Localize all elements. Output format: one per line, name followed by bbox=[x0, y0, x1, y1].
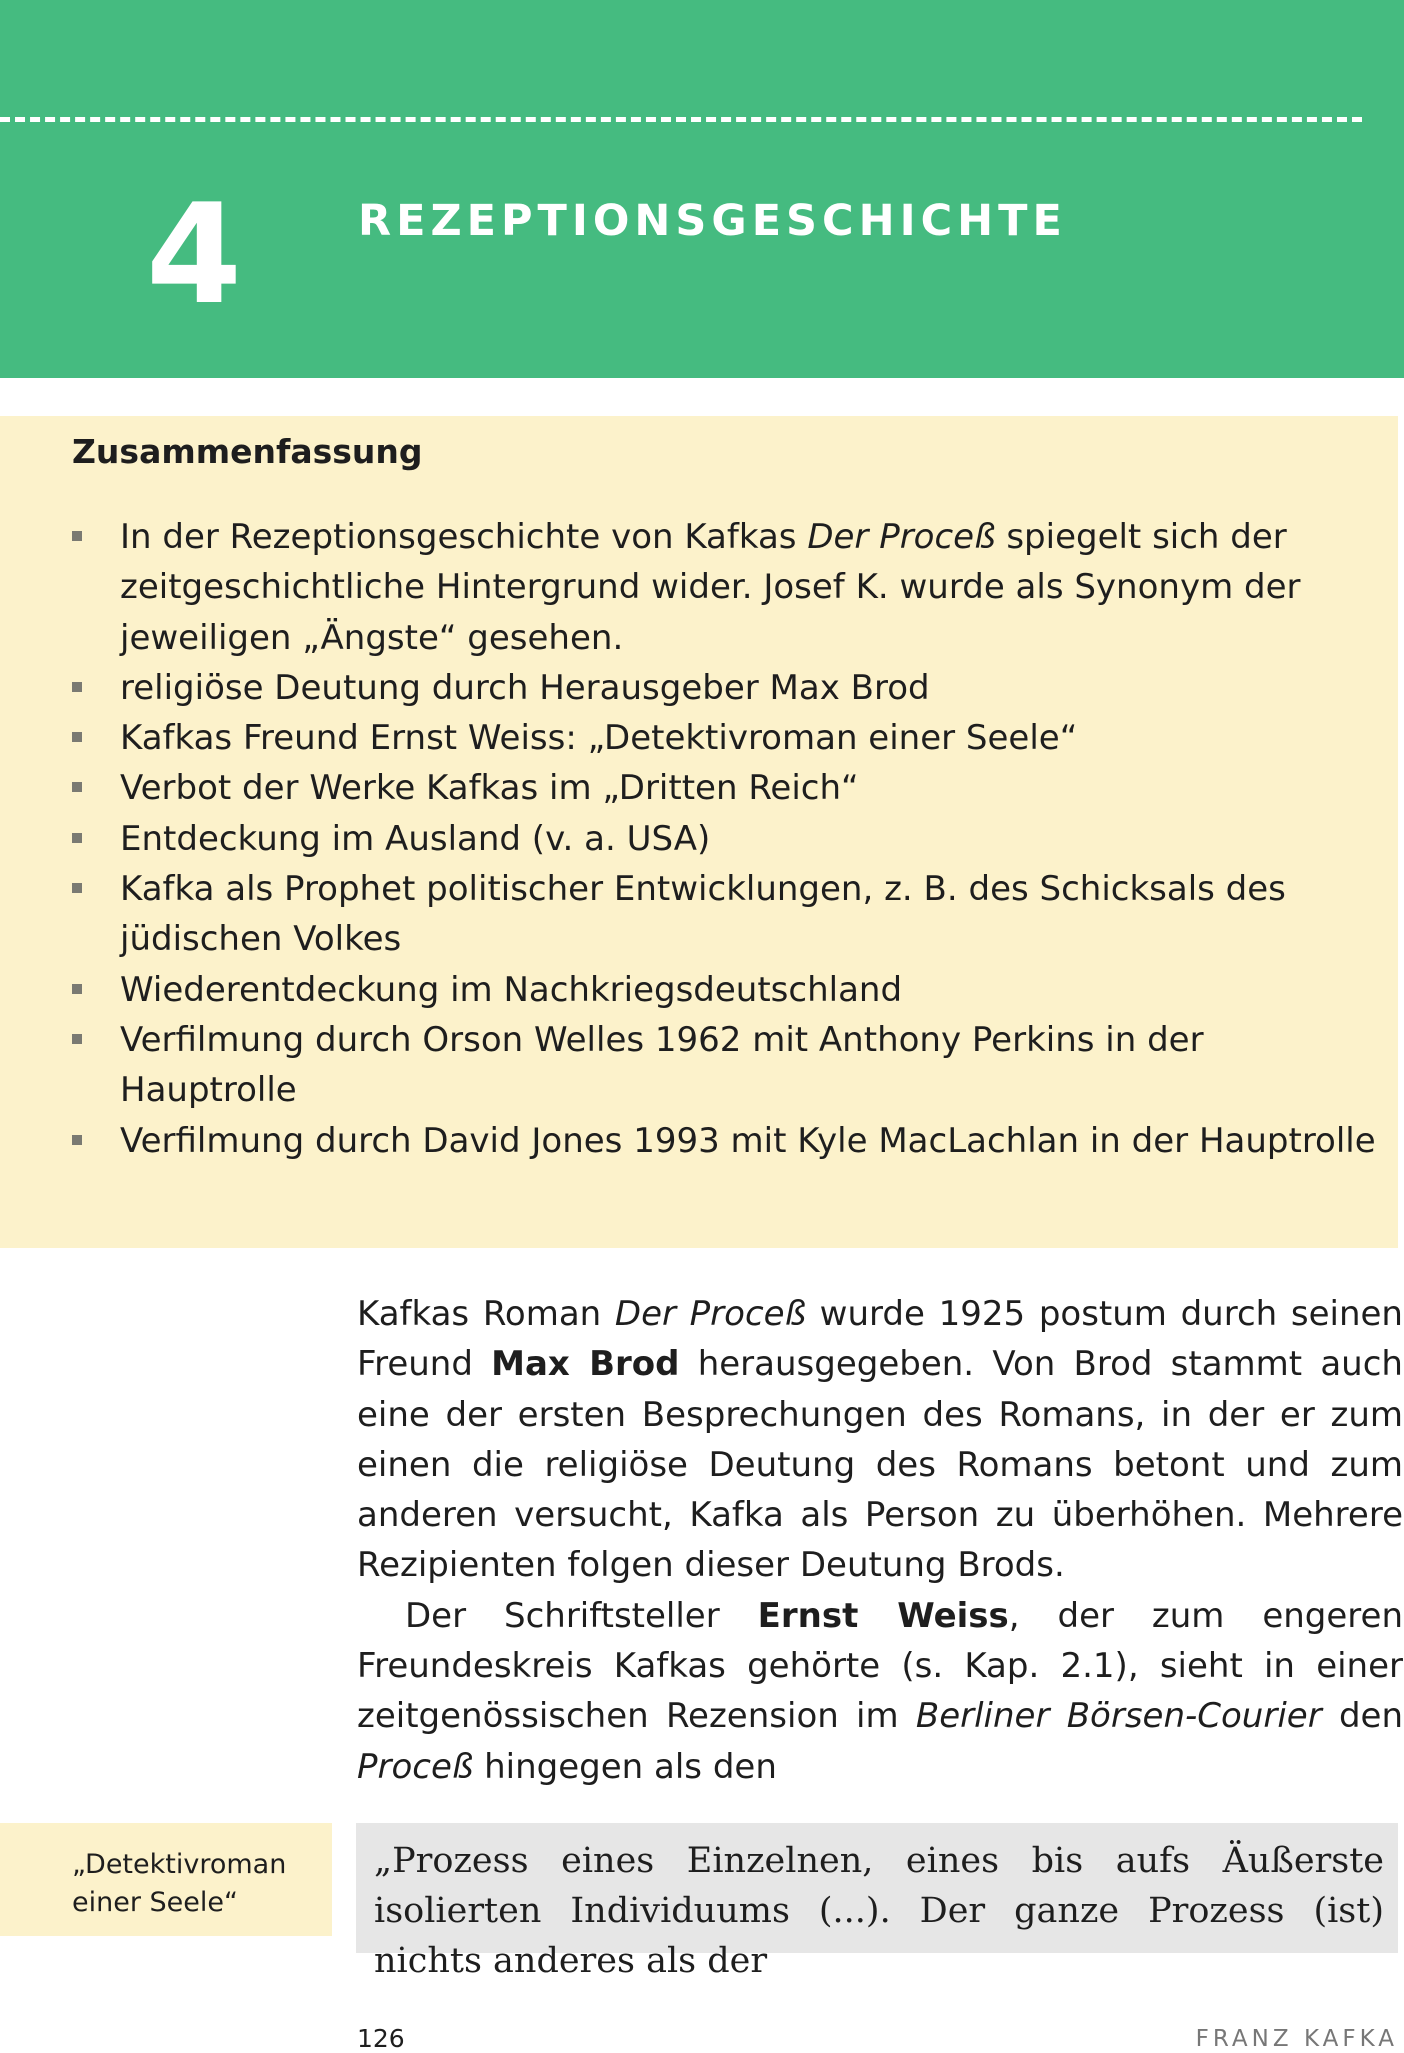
bullet-icon bbox=[72, 682, 82, 692]
list-item: Verfilmung durch Orson Welles 1962 mit Anthony Perkins in der Hauptrolle bbox=[72, 1015, 1382, 1116]
list-item: Verbot der Werke Kafkas im „Dritten Reich“ bbox=[72, 763, 1382, 813]
page-number: 126 bbox=[357, 2024, 405, 2053]
bullet-icon bbox=[72, 984, 82, 994]
list-item: Wiederentdeckung im Nachkriegsdeutschland bbox=[72, 965, 1382, 1015]
summary-list bbox=[72, 512, 1382, 1166]
chapter-title: REZEPTIONSGESCHICHTE bbox=[358, 196, 1067, 246]
body-text bbox=[357, 1289, 1403, 1792]
summary-heading: Zusammenfassung bbox=[72, 432, 423, 471]
chapter-number: 4 bbox=[146, 174, 243, 335]
margin-note: „Detektivroman einer Seele“ bbox=[72, 1849, 287, 1918]
bullet-icon bbox=[72, 732, 82, 742]
list-item: Entdeckung im Ausland (v. a. USA) bbox=[72, 814, 1382, 864]
bullet-icon bbox=[72, 883, 82, 893]
list-item: religiöse Deutung durch Herausgeber Max Brod bbox=[72, 663, 1382, 713]
dashed-divider bbox=[0, 117, 1362, 122]
bullet-icon bbox=[72, 833, 82, 843]
list-item: Verfilmung durch David Jones 1993 mit Kyle MacLachlan in der Hauptrolle bbox=[72, 1116, 1382, 1166]
bullet-icon bbox=[72, 1135, 82, 1145]
running-head: FRANZ KAFKA bbox=[1195, 2026, 1398, 2052]
list-item: In der Rezeptionsgeschichte von Kafkas Der Proceß spiegelt sich der zeitgeschichtliche Hintergrund wider. Josef K. wurde als Synonym der jeweiligen „Ängste“ gesehen. bbox=[72, 512, 1382, 663]
list-item: Kafka als Prophet politischer Entwicklungen, z. B. des Schicksals des jüdischen Volkes bbox=[72, 864, 1382, 965]
bullet-icon bbox=[72, 531, 82, 541]
paragraph: Der Schriftsteller Ernst Weiss, der zum engeren Freundeskreis Kafkas gehörte (s. Kap. 2.1), sieht in einer zeitgenössischen Rezension im Berliner Börsen-Courier den Proceß hingegen als den bbox=[357, 1595, 1403, 1787]
quote-text: „Prozess eines Einzelnen, eines bis aufs Äußerste isolierten Individuums (...). Der ganze Prozess (ist) nichts anderes als der bbox=[374, 1841, 1384, 1981]
bullet-icon bbox=[72, 1034, 82, 1044]
list-item: Kafkas Freund Ernst Weiss: „Detektivroman einer Seele“ bbox=[72, 713, 1382, 763]
paragraph: Kafkas Roman Der Proceß wurde 1925 postum durch seinen Freund Max Brod herausgegeben. Von Brod stammt auch eine der ersten Besprechungen des Romans, in der er zum einen die religiöse Deutung des Romans betont und zum anderen versucht, Kafka als Person zu überhöhen. Mehrere Rezipienten folgen dieser Deutung Brods. bbox=[357, 1294, 1403, 1586]
chapter-header bbox=[0, 0, 1404, 378]
bullet-icon bbox=[72, 782, 82, 792]
